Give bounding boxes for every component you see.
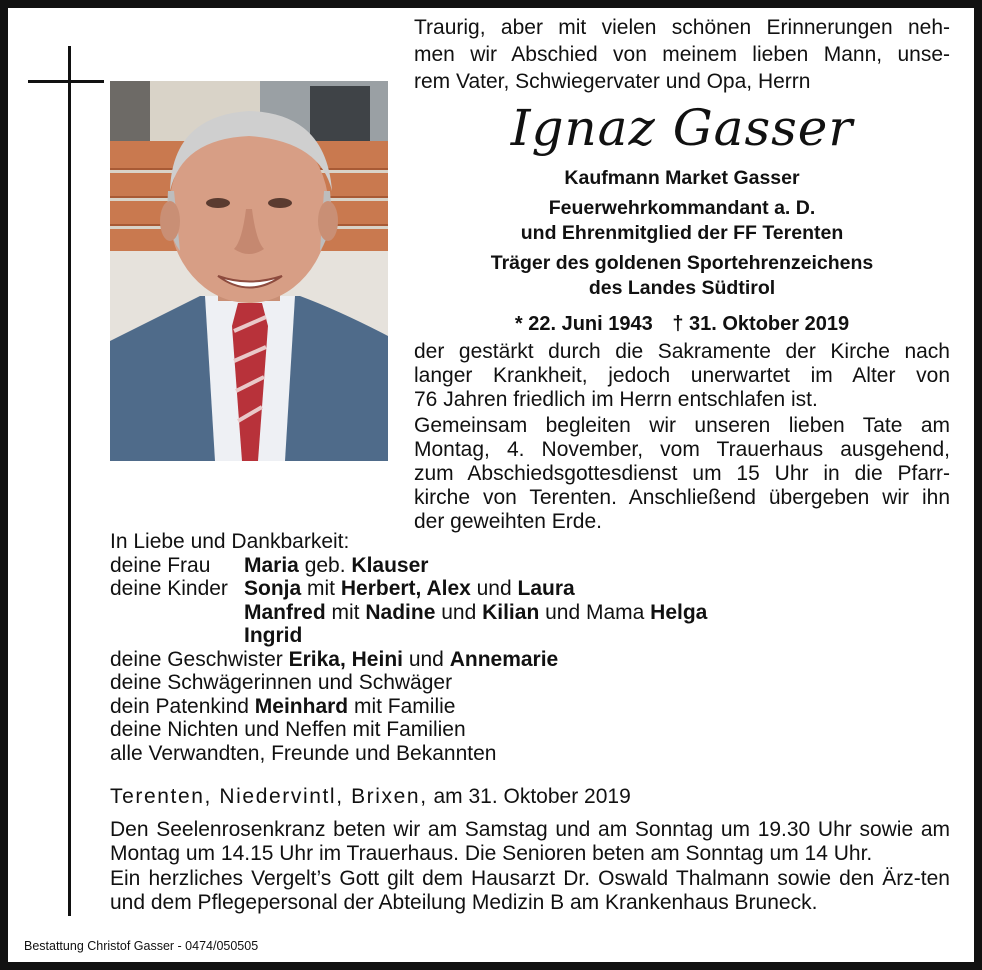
family-row-inlaws: deine Schwägerinnen und Schwäger <box>110 671 453 694</box>
member-name: Manfred <box>244 600 326 624</box>
family-heading: In Liebe und Dankbarkeit: <box>110 530 350 553</box>
family-members <box>244 577 575 601</box>
family-row-children-2 <box>110 601 950 625</box>
member-name: Laura <box>517 577 575 600</box>
birth-date: * 22. Juni 1943 <box>514 313 653 335</box>
connector-text: und <box>470 577 518 600</box>
member-name: Meinhard <box>254 694 349 718</box>
connector-text: mit Familie <box>348 694 456 718</box>
thanks-note: Ein herzliches Vergelt’s Gott gilt dem Hausarzt Dr. Oswald Thalmann sowie den Ärz-ten und dem Pflegepersonal der Abteilung Medizin B am Krankenhaus Bruneck. <box>110 867 950 914</box>
cross-icon-vertical <box>68 46 71 916</box>
member-name: Klauser <box>351 553 429 577</box>
connector-text: und Mama <box>539 600 651 624</box>
member-name: Nadine <box>365 600 436 624</box>
rosary-note: Den Seelenrosenkranz beten wir am Samstag und am Sonntag um 19.30 Uhr sowie am Montag um 14.15 Uhr im Trauerhaus. Die Senioren beten am Sonntag um 14 Uhr. <box>110 818 950 865</box>
member-name: Helga <box>650 600 708 624</box>
paragraph <box>414 414 950 534</box>
family-label: dein Patenkind <box>110 694 255 718</box>
connector-text: mit <box>301 577 341 600</box>
body-line: Montag, 4. November, vom Trauerhaus ausgehend, <box>414 438 950 461</box>
member-name: Maria <box>244 553 299 577</box>
family-row-relatives: alle Verwandten, Freunde und Bekannten <box>110 741 497 765</box>
life-dates <box>412 311 952 337</box>
death-date: † 31. Oktober 2019 <box>672 313 850 335</box>
family-row-nieces: deine Nichten und Neffen mit Familien <box>110 718 466 741</box>
title-line: Träger des goldenen Sportehrenzeichens <box>490 252 874 274</box>
paragraph <box>414 340 950 412</box>
body-line: langer Krankheit, jedoch unerwartet im Alter von <box>414 364 950 387</box>
family-row-wife <box>110 554 950 578</box>
connector-text: und <box>435 600 483 624</box>
body-line: der geweihten Erde. <box>414 510 602 533</box>
title-line: Kaufmann Market Gasser <box>564 167 800 189</box>
family-members <box>244 554 428 578</box>
member-name: Erika, Heini <box>288 647 403 671</box>
notes-block <box>110 818 950 916</box>
family-label: deine Kinder <box>110 577 228 600</box>
member-name: Herbert, Alex <box>340 577 471 600</box>
body-line: der gestärkt durch die Sakramente der Kirche nach <box>414 340 950 363</box>
title-line: und Ehrenmitglied der FF Terenten <box>520 222 844 244</box>
body-line: kirche von Terenten. Anschließend übergeben wir ihn <box>414 486 950 509</box>
family-row-siblings <box>110 648 950 672</box>
titles-block <box>412 166 952 301</box>
title-line: des Landes Südtirol <box>588 277 776 299</box>
family-label: deine Geschwister <box>110 647 289 671</box>
body-line: 76 Jahren friedlich im Herrn entschlafen ist. <box>414 388 818 411</box>
intro-text <box>414 14 950 95</box>
intro-line: Traurig, aber mit vielen schönen Erinnerungen neh- <box>414 16 950 39</box>
connector-text: und <box>402 647 450 671</box>
funeral-home-footer: Bestattung Christof Gasser - 0474/050505 <box>24 939 259 953</box>
connector-text: geb. <box>298 553 352 577</box>
title-line: Feuerwehrkommandant a. D. <box>548 197 816 219</box>
place-date-line <box>110 784 950 809</box>
body-line: Gemeinsam begleiten wir unseren lieben Tate am <box>414 414 950 437</box>
connector-text: mit <box>325 600 366 624</box>
intro-line: rem Vater, Schwiegervater und Opa, Herrn <box>414 70 811 93</box>
member-name: Ingrid <box>244 624 303 647</box>
intro-line: men wir Abschied von meinem lieben Mann, unse- <box>414 43 950 66</box>
deceased-name: Ignaz Gasser <box>510 99 854 157</box>
member-name: Sonja <box>244 577 302 600</box>
towns: Terenten, Niedervintl, Brixen, <box>110 785 428 808</box>
family-row-godchild <box>110 695 950 719</box>
family-row-children-3 <box>110 624 950 648</box>
member-name: Annemarie <box>449 647 559 671</box>
family-label: deine Frau <box>110 553 211 577</box>
member-name: Kilian <box>482 600 540 624</box>
notice-date: am 31. Oktober 2019 <box>427 785 631 808</box>
body-line: zum Abschiedsgottesdienst um 15 Uhr in die Pfarr- <box>414 462 950 485</box>
body-text <box>414 340 950 536</box>
portrait-photo <box>110 81 388 461</box>
family-list <box>110 530 950 765</box>
family-row-children <box>110 577 950 601</box>
cross-icon-horizontal <box>28 80 104 83</box>
